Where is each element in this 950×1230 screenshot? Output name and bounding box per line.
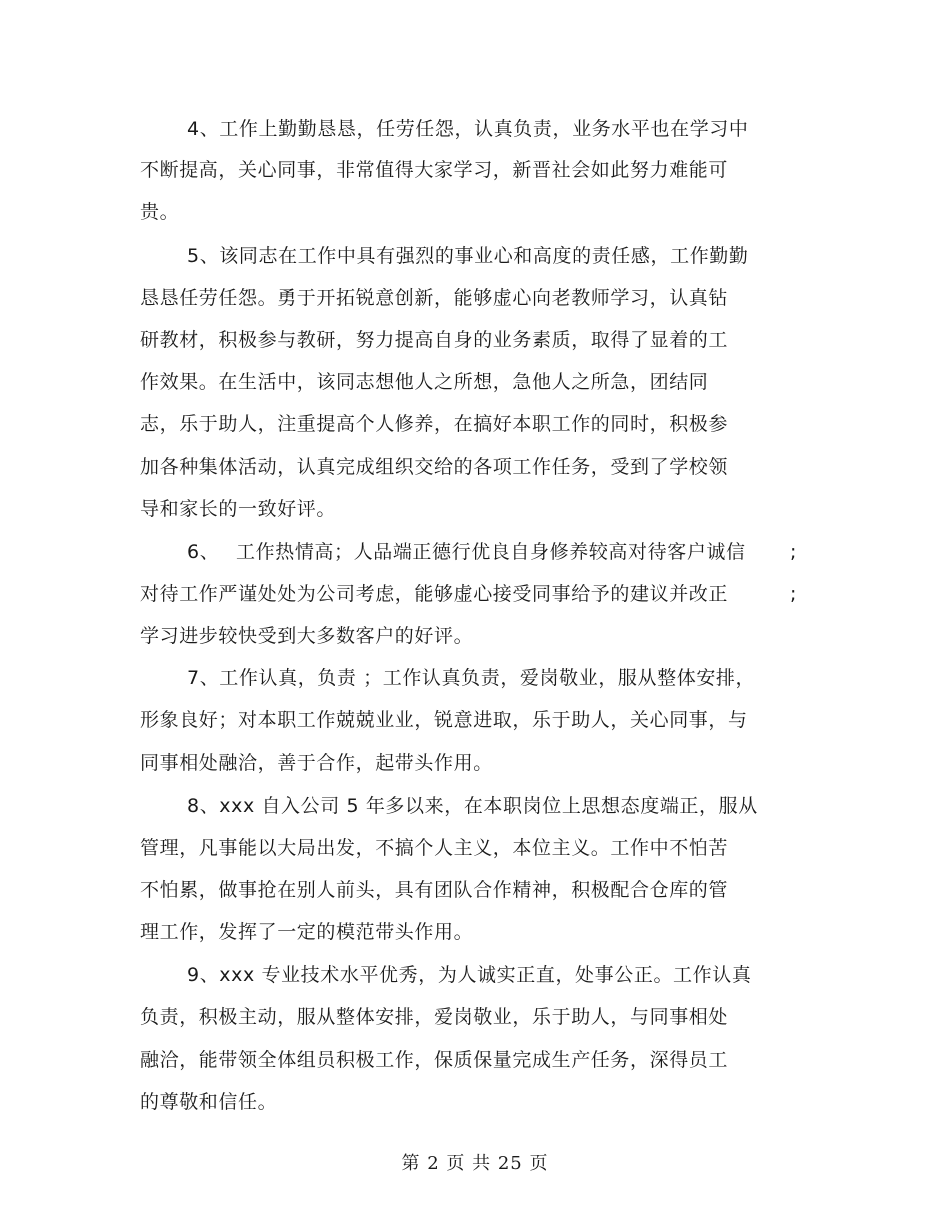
paragraph-7-line-2: 形象良好；对本职工作兢兢业业，锐意进取，乐于助人，关心同事，与: [140, 709, 748, 731]
paragraph-9-line-1: 9、xxx 专业技术水平优秀，为人诚实正直，处事公正。工作认真: [187, 964, 752, 986]
paragraph-5-line-7: 导和家长的一致好评。: [140, 498, 337, 520]
paragraph-5-line-3: 研教材，积极参与教研，努力提高自身的业务素质，取得了显着的工: [140, 329, 729, 351]
paragraph-7-line-1: 7、工作认真，负责 ；工作认真负责，爱岗敬业，服从整体安排，: [187, 667, 756, 689]
paragraph-4-line-1: 4、工作上勤勤恳恳，任劳任怨，认真负责，业务水平也在学习中: [187, 118, 749, 140]
paragraph-5-line-1: 5、该同志在工作中具有强烈的事业心和高度的责任感，工作勤勤: [187, 245, 749, 267]
paragraph-6-trailing-semicolon-2: ;: [790, 583, 797, 605]
paragraph-6-trailing-semicolon-1: ;: [790, 541, 797, 563]
paragraph-9-line-3: 融洽，能带领全体组员积极工作，保质保量完成生产任务，深得员工: [140, 1049, 729, 1071]
paragraph-6-line-3: 学习进步较快受到大多数客户的好评。: [140, 625, 474, 647]
paragraph-6-line-1: 6、 工作热情高；人品端正德行优良自身修养较高对待客户诚信: [187, 541, 746, 563]
paragraph-8-line-4: 理工作，发挥了一定的模范带头作用。: [140, 921, 474, 943]
paragraph-8-line-2: 管理，凡事能以大局出发，不搞个人主义，本位主义。工作中不怕苦: [140, 837, 729, 859]
paragraph-9-line-2: 负责，积极主动，服从整体安排，爱岗敬业，乐于助人，与同事相处: [140, 1006, 729, 1028]
paragraph-8-line-1: 8、xxx 自入公司 5 年多以来，在本职岗位上思想态度端正，服从: [187, 795, 758, 817]
paragraph-4-line-2: 不断提高，关心同事，非常值得大家学习，新晋社会如此努力难能可: [140, 159, 729, 181]
paragraph-5-line-4: 作效果。在生活中，该同志想他人之所想，急他人之所急，团结同: [140, 371, 709, 393]
page-number-footer: 第 2 页 共 25 页: [401, 1153, 549, 1174]
paragraph-9-line-4: 的尊敬和信任。: [140, 1091, 278, 1113]
paragraph-7-line-3: 同事相处融洽，善于合作，起带头作用。: [140, 752, 493, 774]
paragraph-4-line-3: 贵。: [140, 201, 180, 223]
paragraph-8-line-3: 不怕累，做事抢在别人前头，具有团队合作精神，积极配合仓库的管: [140, 879, 729, 901]
paragraph-5-line-6: 加各种集体活动，认真完成组织交给的各项工作任务，受到了学校领: [140, 456, 729, 478]
paragraph-5-line-2: 恳恳任劳任怨。勇于开拓锐意创新，能够虚心向老教师学习，认真钻: [140, 287, 729, 309]
paragraph-6-line-2: 对待工作严谨处处为公司考虑，能够虚心接受同事给予的建议并改正: [140, 583, 729, 605]
paragraph-5-line-5: 志，乐于助人，注重提高个人修养，在搞好本职工作的同时，积极参: [140, 413, 729, 435]
